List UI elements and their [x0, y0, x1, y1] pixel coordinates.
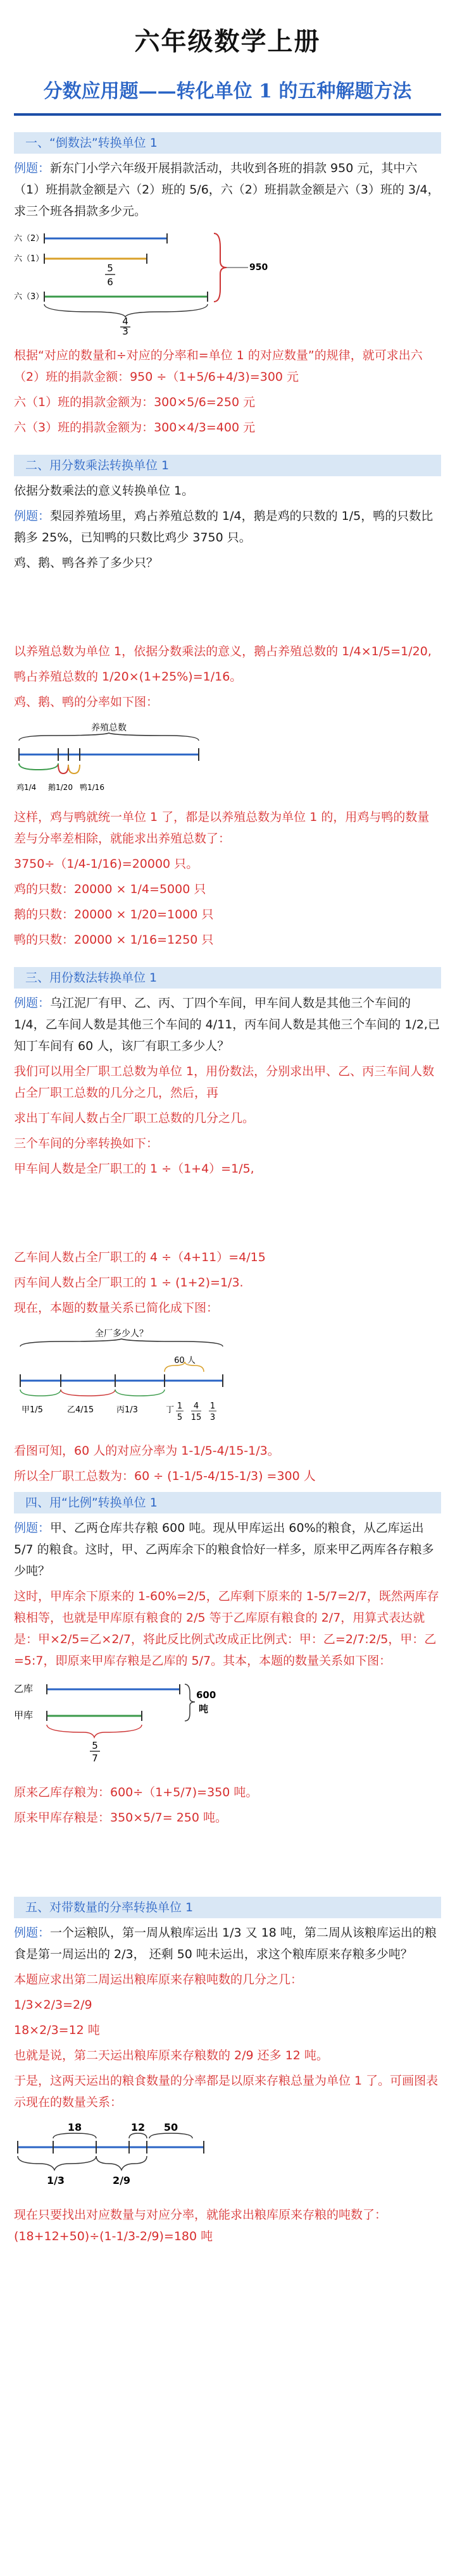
- row-label: 六（1）: [14, 254, 44, 264]
- brace: [61, 1390, 115, 1396]
- example-1: [14, 157, 441, 222]
- figure-label: 60 人: [174, 1356, 196, 1365]
- brace: [20, 1339, 223, 1347]
- solution-text: 这时，甲库余下原来的 1-60%=2/5，乙库剩下原来的 1-5/7=2/7，既然两库存粮相等，也就是甲库原有粮食的 2/5 等于乙库原有粮食的 2/7，用算式表达就是：甲×2/5=乙×2/7，将此反比例式改成正比例式：甲：乙=2/7:2/5，甲：乙=5:7，即原来甲库存粮是乙库的 5/7。其本，本题的数量关系如下图：: [14, 1589, 439, 1668]
- fraction-den: 7: [92, 1753, 98, 1764]
- total-label: 600: [196, 1689, 216, 1701]
- example-text: 一个运粮队，第一周从粮库运出 1/3 又 18 吨，第二周从该粮库运出的粮食是第一周运出的 2/3， 还剩 50 吨未运出，求这个粮库原来存粮多少吨？: [14, 1926, 437, 1961]
- brace: [19, 733, 199, 741]
- analysis-line: 丙车间人数占全厂职工的 1 ÷ (1+2)=1/3.: [14, 1276, 244, 1290]
- brace: [47, 1725, 142, 1737]
- figure-number: 50: [163, 2121, 178, 2133]
- figure-top-label: 养殖总数: [91, 723, 127, 733]
- segment-diagram-2: [14, 719, 204, 798]
- section-intro: 依据分数乘法的意义转换单位 1。: [14, 484, 194, 498]
- solution-line: 3750÷（1/4-1/16)=20000 只。: [14, 857, 199, 871]
- analysis-line: 本题应求出第二周运出粮库原来存粮吨数的几分之几：: [14, 1973, 303, 1987]
- total-brace: [185, 1684, 195, 1721]
- figure-top-label: 全厂多少人？: [95, 1329, 148, 1339]
- fraction-den: 6: [107, 276, 113, 288]
- fraction-den: 5: [177, 1413, 183, 1422]
- section-heading-3: 三、用份数法转换单位 1: [14, 967, 441, 989]
- brace: [165, 1362, 204, 1372]
- solution-line: 六（3）班的捐款金额为：300×4/3=400 元: [14, 421, 256, 434]
- brace: [129, 2133, 147, 2138]
- fraction-num: 4: [122, 316, 128, 327]
- solution-line: 六（1）班的捐款金额为：300×5/6=250 元: [14, 395, 256, 409]
- title-divider: [14, 113, 441, 116]
- figure-1: [14, 228, 441, 338]
- analysis-line: 求出丁车间人数占全厂职工总数的几分之几。: [14, 1111, 255, 1125]
- section-heading-4: 四、用“比例”转换单位 1: [14, 1492, 441, 1513]
- figure-label: 鹅1/20: [48, 783, 73, 792]
- section-heading-1: 一、“倒数法”转换单位 1: [14, 132, 441, 154]
- example-label: 例题：: [14, 509, 51, 523]
- analysis-line: 于是，这两天运出的粮食数量的分率都是以原来存粮总量为单位 1 了。可画图表示现在的数量关系：: [14, 2074, 439, 2109]
- example-3: [14, 992, 441, 1057]
- example-5: [14, 1922, 441, 1965]
- fraction-den: 3: [209, 1413, 216, 1422]
- brace: [19, 763, 58, 770]
- figure-3: [14, 1325, 441, 1434]
- analysis-line: 乙车间人数占全厂职工的 4 ÷（4+11）=4/15: [14, 1250, 266, 1264]
- fraction-den: 15: [190, 1413, 202, 1422]
- solution-line: 鸭的只数：20000 × 1/16=1250 只: [14, 933, 214, 947]
- total-brace: [214, 233, 227, 302]
- brace: [68, 765, 80, 773]
- section-heading-5: 五、对带数量的分率转换单位 1: [14, 1897, 441, 1918]
- segment-diagram-1: [14, 228, 292, 336]
- fraction-num: 1: [209, 1402, 216, 1411]
- analysis-line: 鸡、鹅、鸭的分率如下图：: [14, 695, 159, 709]
- figure-number: 18: [67, 2121, 82, 2133]
- row-label: 甲库: [14, 1710, 34, 1721]
- page-subtitle: 分数应用题——转化单位 1 的五种解题方法: [43, 80, 412, 102]
- example-4: [14, 1517, 441, 1582]
- analysis-line: 甲车间人数是全厂职工的 1 ÷（1+4）=1/5,: [14, 1162, 254, 1176]
- figure-label: 丁: [166, 1405, 175, 1415]
- total-label: 950: [249, 262, 268, 273]
- brace: [58, 765, 68, 773]
- figure-label: 甲1/5: [22, 1405, 43, 1415]
- figure-5: [14, 2119, 441, 2198]
- figure-label: 乙4/15: [67, 1405, 94, 1415]
- segment-diagram-3: [14, 1325, 229, 1431]
- analysis-line: 三个车间的分率转换如下：: [14, 1137, 159, 1150]
- fraction-num: 1: [177, 1402, 183, 1411]
- brace: [96, 2156, 147, 2170]
- figure-label: 2/9: [112, 2174, 131, 2186]
- solution-line: 根据“对应的数量和÷对应的分率和=单位 1 的对应数量”的规律，就可求出六（2）班的捐款金额：950 ÷（1+5/6+4/3)=300 元: [14, 348, 423, 384]
- row-label: 六（2）: [14, 234, 44, 243]
- brace: [20, 1390, 61, 1396]
- answer-line: 原来甲库存粮是：350×5/7= 250 吨。: [14, 1811, 228, 1825]
- question: 鸡、鹅、鸭各养了多少只？: [14, 556, 159, 570]
- solution-text: 现在只要找出对应数量与对应分率，就能求出粮库原来存粮的吨数了：(18+12+50)÷(1-1/3-2/9)=180 吨: [14, 2208, 387, 2243]
- row-label: 乙库: [14, 1683, 34, 1694]
- example-label: 例题：: [14, 996, 51, 1010]
- analysis-line: 鸭占养殖总数的 1/20×(1+25%)=1/16。: [14, 670, 242, 684]
- fraction-num: 4: [193, 1402, 199, 1411]
- example-label: 例题：: [14, 161, 51, 175]
- figure-4: [14, 1678, 441, 1775]
- fraction-num: 5: [107, 262, 113, 274]
- fraction-den: 3: [122, 326, 128, 336]
- example-text: 梨园养殖场里，鸡占养殖总数的 1/4，鹅是鸡的只数的 1/5，鸭的只数比鹅多 25%，已知鸭的只数比鸡少 3750 只。: [14, 509, 433, 545]
- solution-line: 看图可知，60 人的对应分率为 1-1/5-4/15-1/3。: [14, 1444, 280, 1458]
- figure-2: [14, 719, 441, 800]
- analysis-line: 我们可以用全厂职工总数为单位 1，用份数法，分别求出甲、乙、丙三车间人数占全厂职工总数的几分之几，然后，再: [14, 1064, 435, 1100]
- brace: [115, 1390, 165, 1396]
- answer-line: 原来乙库存粮为：600÷（1+5/7)=350 吨。: [14, 1785, 258, 1799]
- solution-text: 这样，鸡与鸭就统一单位 1 了，都是以养殖总数为单位 1 的，用鸡与鸭的数量差与分率差相除，就能求出养殖总数了：: [14, 810, 430, 846]
- analysis-line: 1/3×2/3=2/9: [14, 1998, 92, 2012]
- analysis-line: 现在，本题的数量关系已简化成下图：: [14, 1301, 219, 1315]
- analysis-line: 以养殖总数为单位 1，依据分数乘法的意义，鹅占养殖总数的 1/4×1/5=1/20,: [14, 644, 432, 658]
- figure-label: 鸭1/16: [80, 783, 104, 792]
- brace: [149, 2133, 192, 2138]
- page-title: 六年级数学上册: [134, 27, 321, 56]
- analysis-line: 18×2/3=12 吨: [14, 2023, 100, 2037]
- example-text: 甲、乙两仓库共存粮 600 吨。现从甲库运出 60%的粮食，从乙库运出 5/7 的粮食。这时，甲、乙两库余下的粮食恰好一样多，原来甲乙两库各存粮多少吨？: [14, 1521, 434, 1578]
- example-text: 乌江泥厂有甲、乙、丙、丁四个车间，甲车间人数是其他三个车间的 1/4，乙车间人数是其他三个车间的 4/11，丙车间人数是其他三个车间的 1/2,已知丁车间有 60 人，该厂有职工多少人？: [14, 996, 440, 1053]
- brace: [53, 2133, 96, 2138]
- figure-label: 1/3: [46, 2174, 65, 2186]
- figure-label: 鸡1/4: [16, 783, 37, 792]
- brace: [44, 304, 208, 317]
- row-label: 六（3）: [14, 292, 44, 302]
- example-label: 例题：: [14, 1521, 51, 1535]
- analysis-line: 也就是说，第二天运出粮库原来存粮数的 2/9 还多 12 吨。: [14, 2049, 328, 2062]
- segment-diagram-4: [14, 1678, 216, 1773]
- total-unit: 吨: [199, 1703, 209, 1715]
- solution-line: 鹅的只数：20000 × 1/20=1000 只: [14, 908, 214, 921]
- solution-line: 所以全厂职工总数为：60 ÷ (1-1/5-4/15-1/3) =300 人: [14, 1469, 316, 1483]
- solution-line: 鸡的只数：20000 × 1/4=5000 只: [14, 882, 206, 896]
- title-block: [14, 0, 441, 103]
- brace: [18, 2156, 96, 2170]
- segment-diagram-5: [14, 2119, 216, 2195]
- example-label: 例题：: [14, 1926, 51, 1940]
- figure-number: 12: [130, 2121, 146, 2133]
- example-text: 新东门小学六年级开展捐款活动，共收到各班的捐款 950 元，其中六（1）班捐款金额是六（2）班的 5/6，六（2）班捐款金额是六（3）班的 3/4，求三个班各捐款多少元。: [14, 161, 440, 218]
- example-2: [14, 505, 441, 548]
- fraction-num: 5: [92, 1740, 98, 1751]
- section-heading-2: 二、用分数乘法转换单位 1: [14, 455, 441, 476]
- figure-label: 丙1/3: [116, 1405, 138, 1415]
